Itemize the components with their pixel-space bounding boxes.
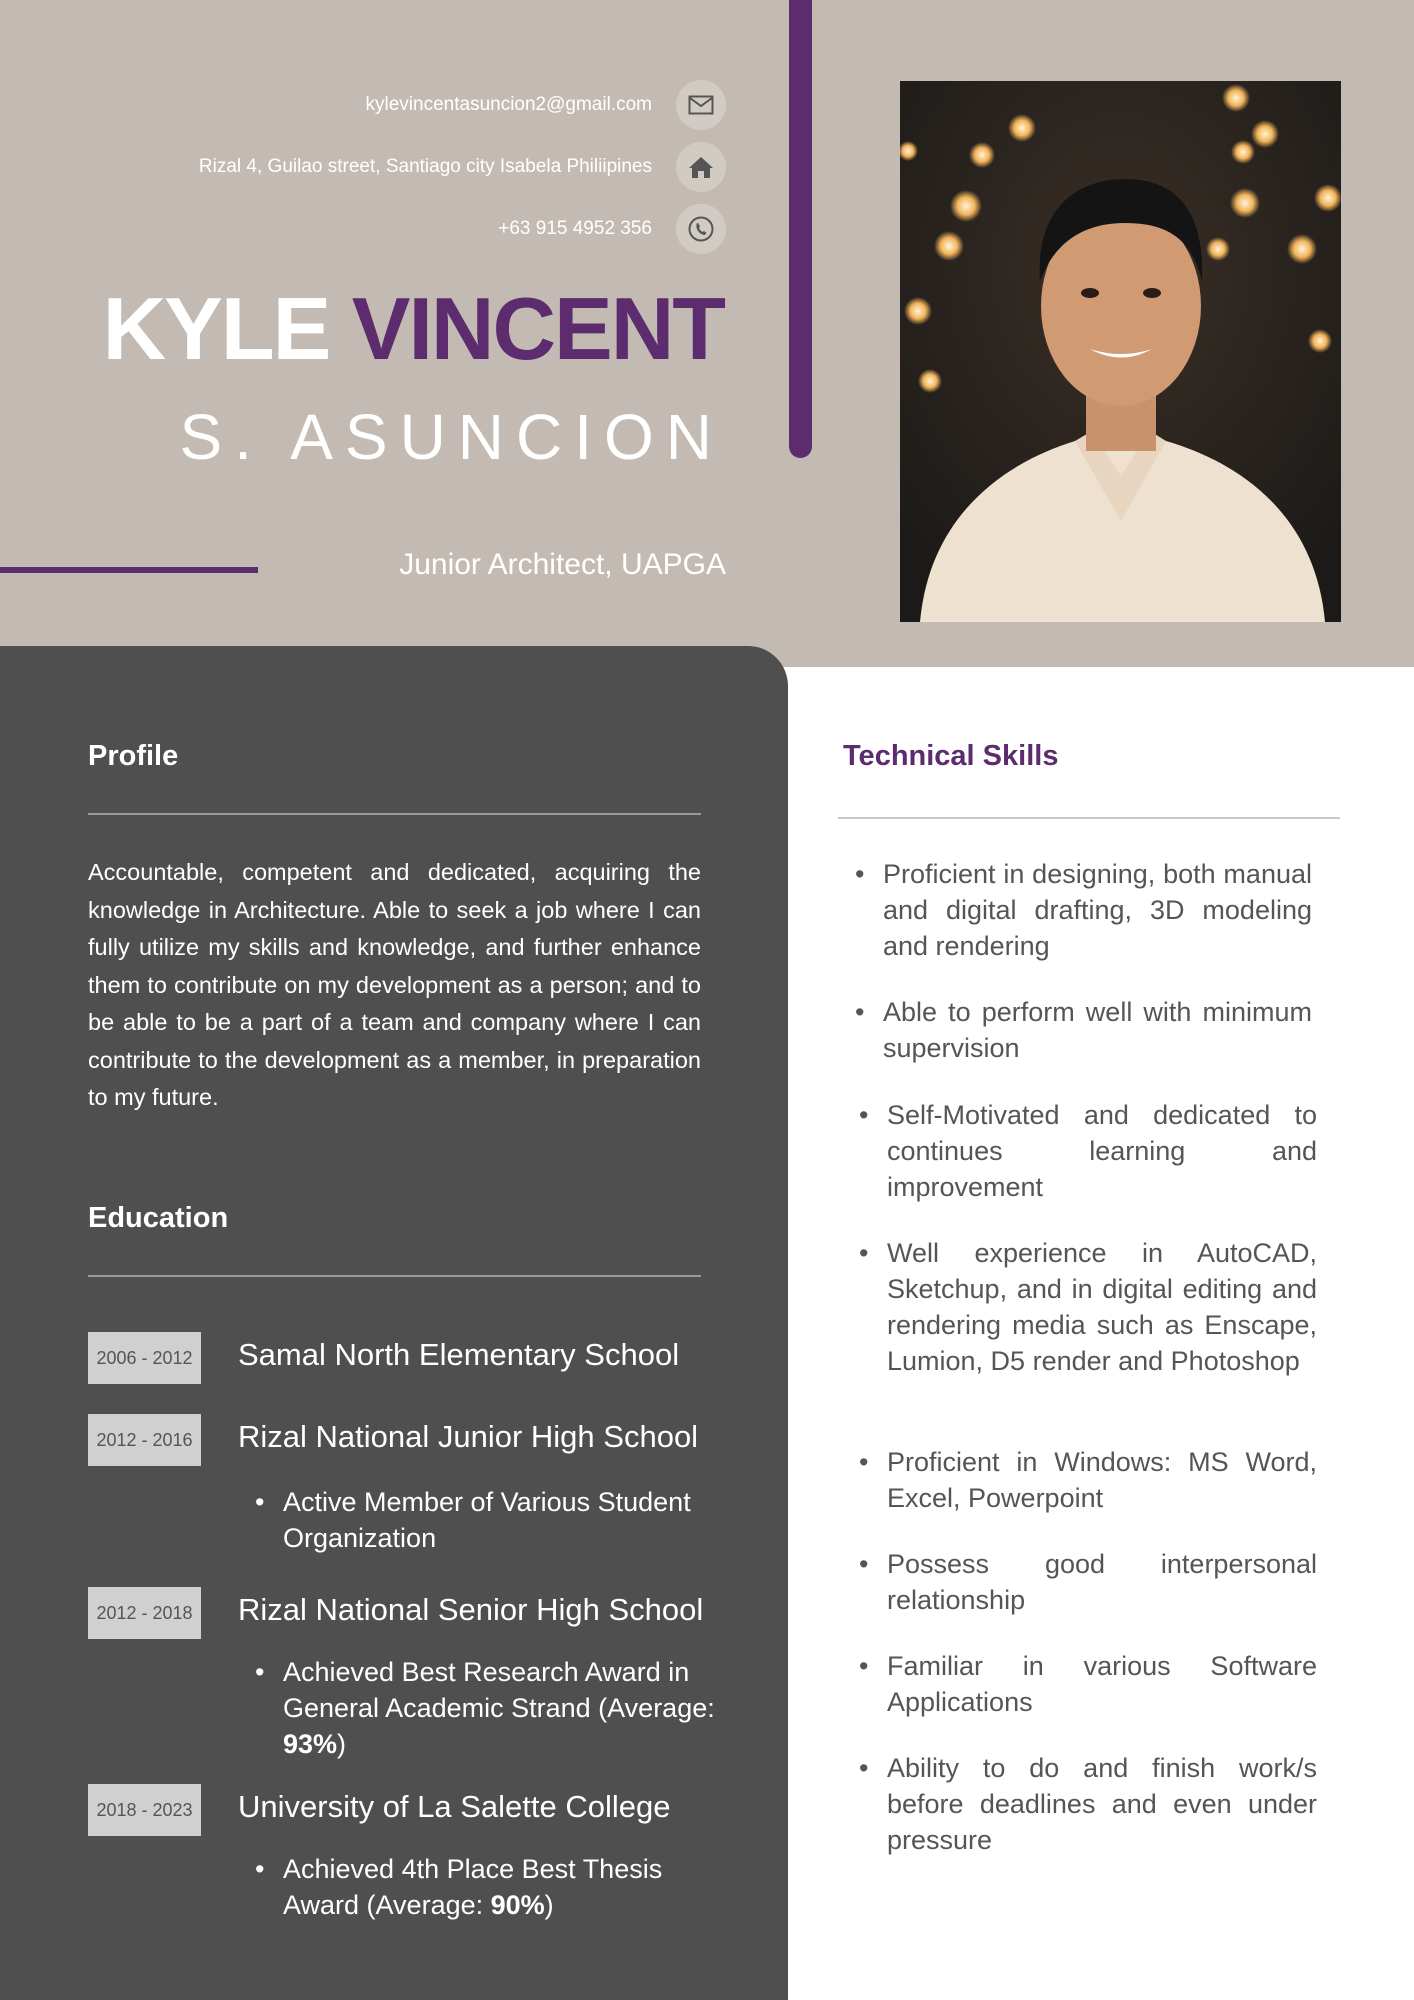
education-achievement: • Active Member of Various Student Organization [283,1484,723,1556]
skill-item: • Able to perform well with minimum supervision [883,994,1312,1066]
phone-icon [676,204,726,254]
skill-item: • Well experience in AutoCAD, Sketchup, and in digital editing and rendering media such as Enscape, Lumion, D5 render and Photoshop [887,1235,1317,1379]
contact-email-row [366,80,726,130]
education-years-badge: 2006 - 2012 [88,1332,201,1384]
job-title: Junior Architect, UAPGA [399,548,726,581]
home-icon [676,142,726,192]
contact-phone-row [498,204,726,254]
envelope-icon [676,80,726,130]
education-school: Rizal National Senior High School [238,1592,704,1627]
education-achievement: • Achieved 4th Place Best Thesis Award (Average: 90%) [283,1851,723,1923]
accent-vertical-bar [789,0,812,458]
education-school: Rizal National Junior High School [238,1419,699,1454]
education-school: University of La Salette College [238,1789,671,1824]
skills-heading: Technical Skills [843,740,1059,772]
education-divider [88,1275,701,1277]
contact-phone[interactable]: +63 915 4952 356 [498,218,652,239]
skill-item: • Familiar in various Software Applications [887,1648,1317,1720]
middle-name: VINCENT [351,279,724,378]
education-years-badge: 2018 - 2023 [88,1784,201,1836]
contact-address: Rizal 4, Guilao street, Santiago city Isabela Philiipines [198,156,652,177]
profile-photo [900,81,1341,622]
contact-address-row [199,142,726,192]
skills-divider [838,817,1340,819]
name-heading [102,279,724,378]
skill-item: • Possess good interpersonal relationship [887,1546,1317,1618]
education-years-badge: 2012 - 2016 [88,1414,201,1466]
skill-item: • Ability to do and finish work/s before deadlines and even under pressure [887,1750,1317,1858]
first-name: KYLE [102,279,330,378]
last-name: S. ASUNCION [179,401,724,473]
profile-divider [88,813,701,815]
skill-item: • Proficient in Windows: MS Word, Excel, Powerpoint [887,1444,1317,1516]
accent-horizontal-bar [0,567,258,573]
education-school: Samal North Elementary School [238,1337,680,1372]
education-achievement: • Achieved Best Research Award in General Academic Strand (Average: 93%) [283,1654,723,1762]
skill-item: • Proficient in designing, both manual and digital drafting, 3D modeling and rendering [883,856,1312,964]
education-heading: Education [88,1202,229,1234]
skill-item: • Self-Motivated and dedicated to continues learning and improvement [887,1097,1317,1205]
education-years-badge: 2012 - 2018 [88,1587,201,1639]
profile-text: Accountable, competent and dedicated, acquiring the knowledge in Architecture. Able to seek a job where I can fully utilize my skills and knowledge, and further enhance them to contribute on my development as a person; and to be able to be a part of a team and company where I can contribute to the development as a member, in preparation to my future. [88,859,701,1110]
contact-email[interactable]: kylevincentasuncion2@gmail.com [365,94,652,115]
profile-heading: Profile [88,740,179,772]
